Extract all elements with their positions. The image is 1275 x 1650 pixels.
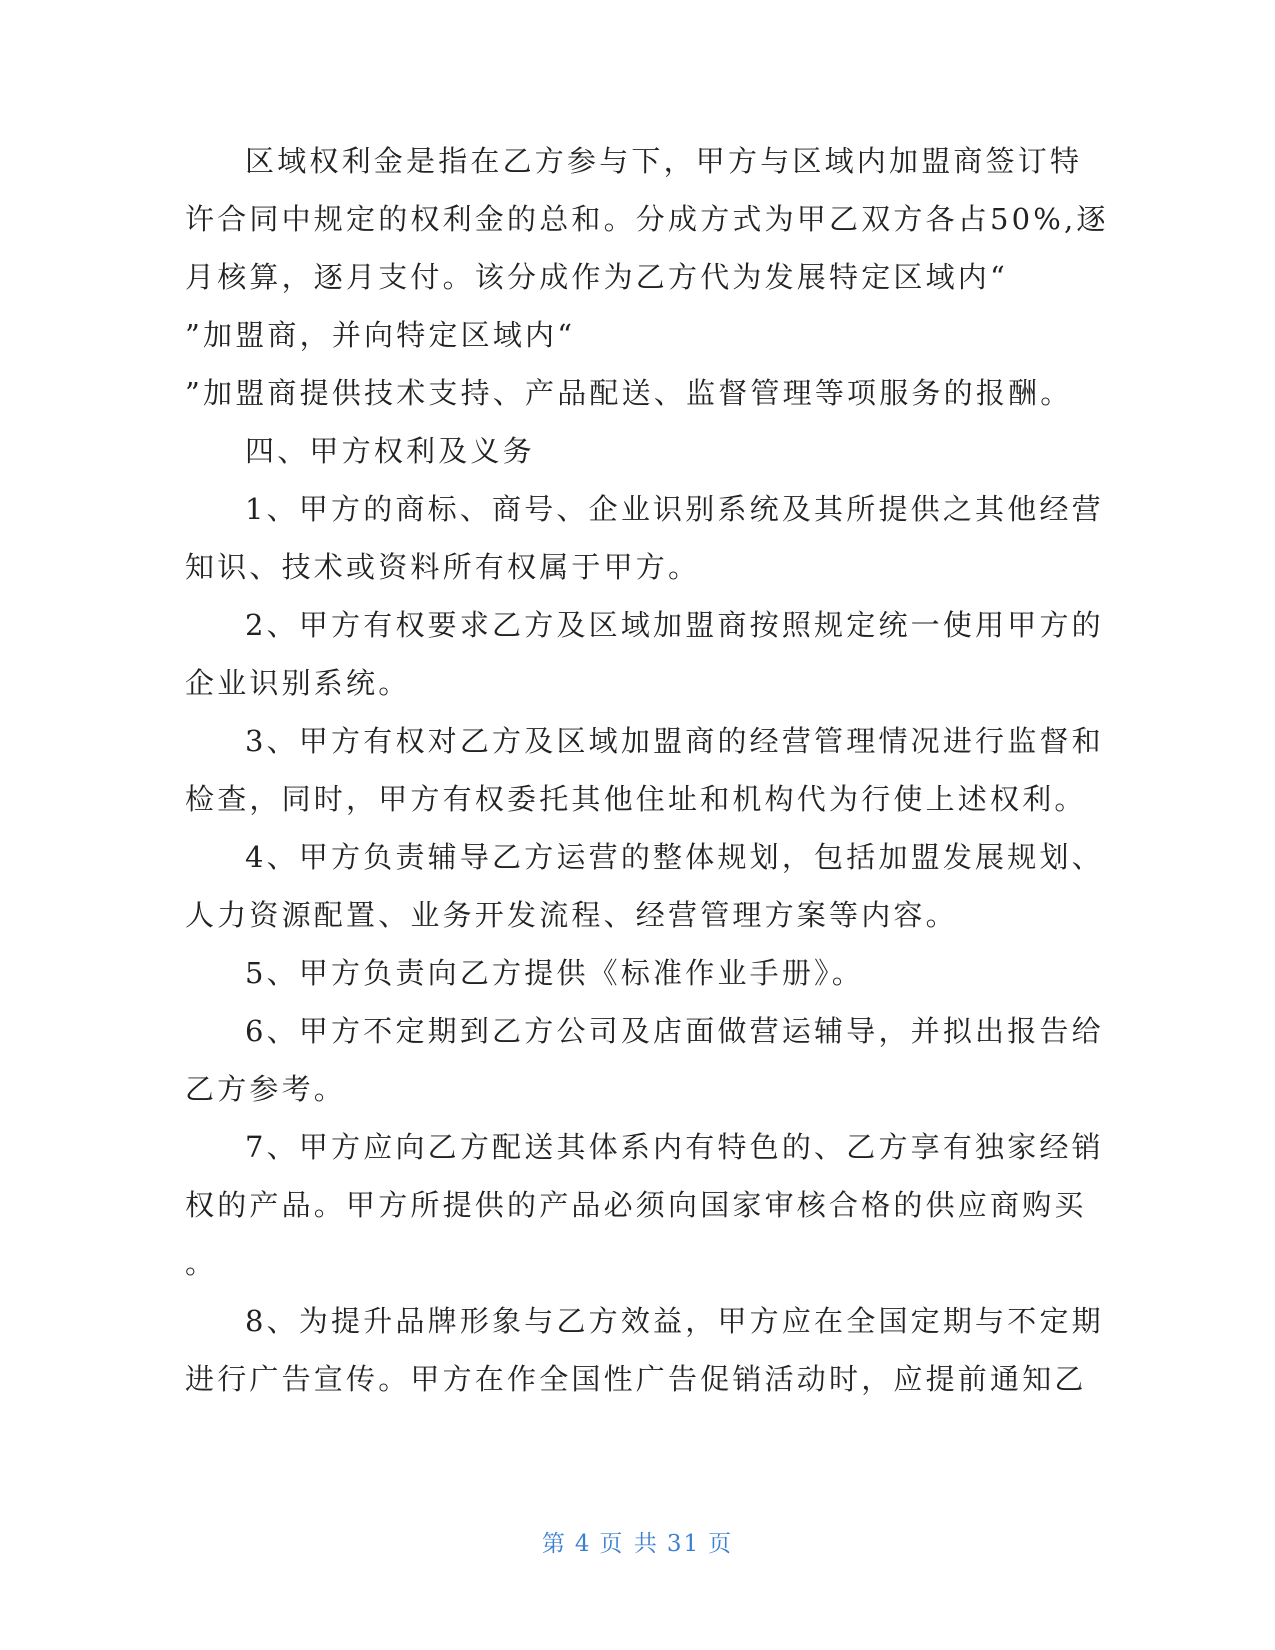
paragraph-line: 区域权利金是指在乙方参与下，甲方与区域内加盟商签订特 xyxy=(245,144,1083,178)
paragraph-line: 知识、技术或资料所有权属于甲方。 xyxy=(185,550,701,584)
paragraph-line: 4、甲方负责辅导乙方运营的整体规划，包括加盟发展规划、 xyxy=(245,840,1104,874)
paragraph-line: 许合同中规定的权利金的总和。分成方式为甲乙双方各占50%,逐 xyxy=(185,202,1109,236)
paragraph-line: 1、甲方的商标、商号、企业识别系统及其所提供之其他经营 xyxy=(245,492,1104,526)
paragraph-line: 6、甲方不定期到乙方公司及店面做营运辅导，并拟出报告给 xyxy=(245,1014,1104,1048)
paragraph-line: 权的产品。甲方所提供的产品必须向国家审核合格的供应商购买 xyxy=(185,1188,1087,1222)
paragraph-line: 5、甲方负责向乙方提供《标准作业手册》。 xyxy=(245,956,864,990)
paragraph-line: ”加盟商，并向特定区域内“ xyxy=(185,318,576,352)
paragraph-line: 。 xyxy=(185,1246,218,1280)
page-label-prefix: 第 xyxy=(541,1531,567,1557)
paragraph-line: 3、甲方有权对乙方及区域加盟商的经营管理情况进行监督和 xyxy=(245,724,1104,758)
paragraph-line: ”加盟商提供技术支持、产品配送、监督管理等项服务的报酬。 xyxy=(185,376,1073,410)
paragraph-line: 乙方参考。 xyxy=(185,1072,347,1106)
paragraph-line: 检查，同时，甲方有权委托其他住址和机构代为行使上述权利。 xyxy=(185,782,1087,816)
paragraph-line: 人力资源配置、业务开发流程、经营管理方案等内容。 xyxy=(185,898,958,932)
paragraph-line: 企业识别系统。 xyxy=(185,666,411,700)
total-pages-number: 31 xyxy=(666,1531,701,1557)
paragraph-line: 7、甲方应向乙方配送其体系内有特色的、乙方享有独家经销 xyxy=(245,1130,1104,1164)
page-label-suffix: 页 xyxy=(708,1531,734,1557)
current-page-number: 4 xyxy=(574,1531,592,1557)
paragraph-line: 进行广告宣传。甲方在作全国性广告促销活动时，应提前通知乙 xyxy=(185,1362,1087,1396)
paragraph-line: 月核算，逐月支付。该分成作为乙方代为发展特定区域内“ xyxy=(185,260,1009,294)
paragraph-line: 8、为提升品牌形象与乙方效益，甲方应在全国定期与不定期 xyxy=(245,1304,1104,1338)
paragraph-line: 2、甲方有权要求乙方及区域加盟商按照规定统一使用甲方的 xyxy=(245,608,1104,642)
section-heading: 四、甲方权利及义务 xyxy=(245,434,535,468)
page-label-mid: 页 共 xyxy=(599,1531,659,1557)
page-footer xyxy=(0,1529,1275,1559)
